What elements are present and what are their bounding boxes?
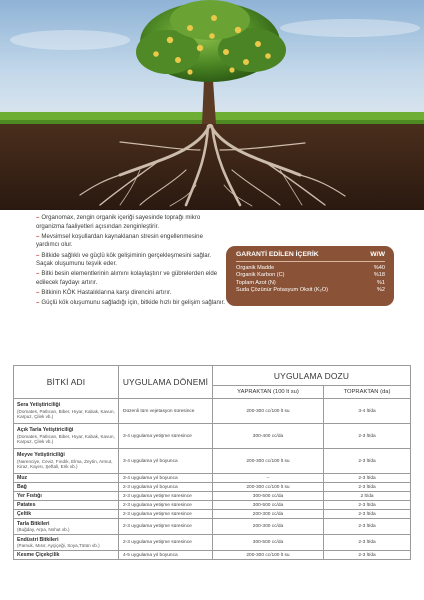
column-header-plant: BİTKİ ADI [14,366,119,399]
guarantee-label: Suda Çözünür Potasyum Oksit (K₂O) [236,287,329,294]
cell-soil-dose: 2-3 lt/da [324,551,411,560]
cell-plant [14,483,119,492]
benefit-item: – Bitki besin elementlerinin alımını kolaylaştırır ve gübrelerden elde edilecek faydayı artırır. [36,270,218,286]
plant-name: Patates [17,501,36,508]
plant-name: Çeltik [17,510,32,517]
tree-roots-image [0,0,424,210]
column-header-period: UYGULAMA DÖNEMİ [119,366,213,399]
guarantee-label: Organik Madde [236,265,275,271]
cell-soil-dose: 2-3 lt/da [324,483,411,492]
table-row [14,474,411,483]
cell-period: 2-3 uygulama yetişme süresince [119,519,213,535]
cell-plant [14,449,119,474]
plant-name: Açık Tarla Yetiştiriciliği [17,427,74,434]
cell-period: 4-5 uygulama yıl boyunca [119,551,213,560]
table-row [14,510,411,519]
cell-leaf-dose: 200-300 cc/100 lt su [213,483,324,492]
hero-tree-illustration [0,0,424,210]
guarantee-row [236,280,385,287]
guarantee-row [236,265,385,272]
cell-soil-dose: 2-3 lt/da [324,535,411,551]
benefit-text: Bitkinin KÖK Hastalıklarına karşı direncini artırır. [41,289,172,297]
plant-detail: (Pamuk, Mısır, Ayçiçeği, Soya,Tütün vb.) [17,542,100,548]
guarantee-value: %2 [376,287,385,294]
cell-period: 2-3 uygulama yıl boyunca [119,483,213,492]
cell-plant [14,424,119,449]
benefit-item: – Güçlü kök oluşumunu sağladığı için, bitkide hızlı bir gelişim sağlanır. [36,299,225,307]
guaranteed-content-header [236,251,385,262]
table-row [14,399,411,424]
benefit-text: Organomax, zengin organik içeriği sayesinde toprağı mikro organizma faaliyetleri açısından zenginleştirir. [36,214,201,230]
guaranteed-content-title: GARANTİ EDİLEN İÇERİK [236,251,319,258]
benefit-text: Bitki besin elementlerinin alımını kolaylaştırır ve gübrelerden elde edilecek faydayı artırır. [36,270,218,286]
cell-plant [14,474,119,483]
guaranteed-content-unit: W/W [370,251,385,258]
cell-soil-dose: 2-3 lt/da [324,501,411,510]
cell-plant [14,551,119,560]
plant-name: Endüstri Bitkileri [17,536,59,543]
table-row [14,483,411,492]
plant-name: Yer Fıstığı [17,492,42,499]
benefit-item: – Organomax, zengin organik içeriği sayesinde toprağı mikro organizma faaliyetleri açısından zenginleştirir. [36,214,201,230]
cell-soil-dose: 3-4 lt/da [324,399,411,424]
cell-soil-dose: 2-3 lt/da [324,510,411,519]
guarantee-value: %40 [373,265,385,271]
cell-leaf-dose: – [213,474,324,483]
benefit-item: – Bitkinin KÖK Hastalıklarına karşı direncini artırır. [36,289,172,297]
cell-plant [14,501,119,510]
plant-detail: (Buğday, Arpa, Nohut vb.) [17,526,70,532]
cell-soil-dose: 2 lt/da [324,492,411,501]
plant-name: Muz [17,474,28,481]
table-row [14,519,411,535]
plant-name: Meyve Yetiştiriciliği [17,452,65,459]
cell-period: 2-3 uygulama yetişme süresince [119,535,213,551]
cell-leaf-dose: 300-500 cc/da [213,535,324,551]
table-row [14,449,411,474]
cell-period: 2-3 uygulama yetişme süresince [119,510,213,519]
cell-soil-dose: 2-3 lt/da [324,519,411,535]
column-header-soil: TOPRAKTAN (da) [324,386,411,399]
guarantee-value: %18 [373,272,385,279]
column-header-leaf: YAPRAKTAN (100 lt su) [213,386,324,399]
plant-name: Tarla Bitkileri [17,520,50,527]
benefit-text: Mevsimsel koşullardan kaynaklanan stresin engellenmesine yardımcı olur. [36,232,203,249]
plant-detail: (Narenciye, Ceviz, Fındık, Elma, Zeytin, Armut, Kiraz, Kayısı, Şeftali, Erik vb.) [17,458,113,470]
guarantee-label: Organik Karbon (C) [236,272,285,279]
plant-name: Bağ [17,483,27,490]
guaranteed-content-box [226,246,394,306]
cell-period: 3-4 uygulama yıl boyunca [119,449,213,474]
benefit-item: – Bitkide sağlıklı ve güçlü kök gelişiminin gerçekleşmesini sağlar. Saçak oluşumunu teşvik eder. [36,251,212,268]
cell-leaf-dose: 300-500 cc/da [213,501,324,510]
benefits-list [36,214,226,310]
table-body [14,399,411,560]
table-row [14,424,411,449]
plant-detail: (Domates, Patlıcan, Biber, Hıyar, Kabak, Kavun, Karpuz, Çilek vb.) [17,408,115,420]
table-row [14,501,411,510]
cell-period: 2-3 uygulama yetişme süresince [119,501,213,510]
benefit-text: Bitkide sağlıklı ve güçlü kök gelişiminin gerçekleşmesini sağlar. Saçak oluşumunu teşvik eder. [36,251,212,268]
cell-soil-dose: 2-3 lt/da [324,449,411,474]
cell-period: 2-3 uygulama yetişme süresince [119,492,213,501]
table-row [14,551,411,560]
plant-name: Sera Yetiştiriciliği [17,402,61,409]
plant-detail: (Domates, Patlıcan, Biber, Hıyar, Kabak, Kavun, Karpuz, Çilek vb.) [17,433,115,445]
table-row [14,492,411,501]
cell-plant [14,492,119,501]
cell-leaf-dose: 200-300 cc/da [213,510,324,519]
cell-plant [14,535,119,551]
cell-period: 3-4 uygulama yıl boyunca [119,474,213,483]
column-header-dose: UYGULAMA DOZU [213,366,411,386]
cell-plant [14,519,119,535]
cell-period: Düzenli tüm vejetasyon süresince [119,399,213,424]
cell-leaf-dose: 200-300 cc/100 lt su [213,551,324,560]
guarantee-label: Toplam Azot (N) [236,279,276,286]
cell-leaf-dose: 200-300 cc/100 lt su [213,399,324,424]
guarantee-value: %1 [376,279,385,286]
application-dosage-table [13,365,411,560]
cell-period: 3-4 uygulama yetişme süresince [119,424,213,449]
cell-leaf-dose: 300-500 cc/da [213,492,324,501]
plant-name: Kesme Çiçekçilik [17,551,60,558]
benefit-text: Güçlü kök oluşumunu sağladığı için, bitkide hızlı bir gelişim sağlanır. [41,299,225,307]
cell-leaf-dose: 200-300 cc/100 lt su [213,449,324,474]
cell-plant [14,510,119,519]
cell-soil-dose: 2-3 lt/da [324,424,411,449]
benefit-item: – Mevsimsel koşullardan kaynaklanan stresin engellenmesine yardımcı olur. [36,232,203,249]
cell-leaf-dose: 200-300 cc/da [213,519,324,535]
cell-leaf-dose: 300-400 cc/da [213,424,324,449]
table-row [14,535,411,551]
cell-soil-dose: 2-3 lt/da [324,474,411,483]
guarantee-row [236,272,385,279]
guarantee-row [236,287,385,294]
cell-plant [14,399,119,424]
